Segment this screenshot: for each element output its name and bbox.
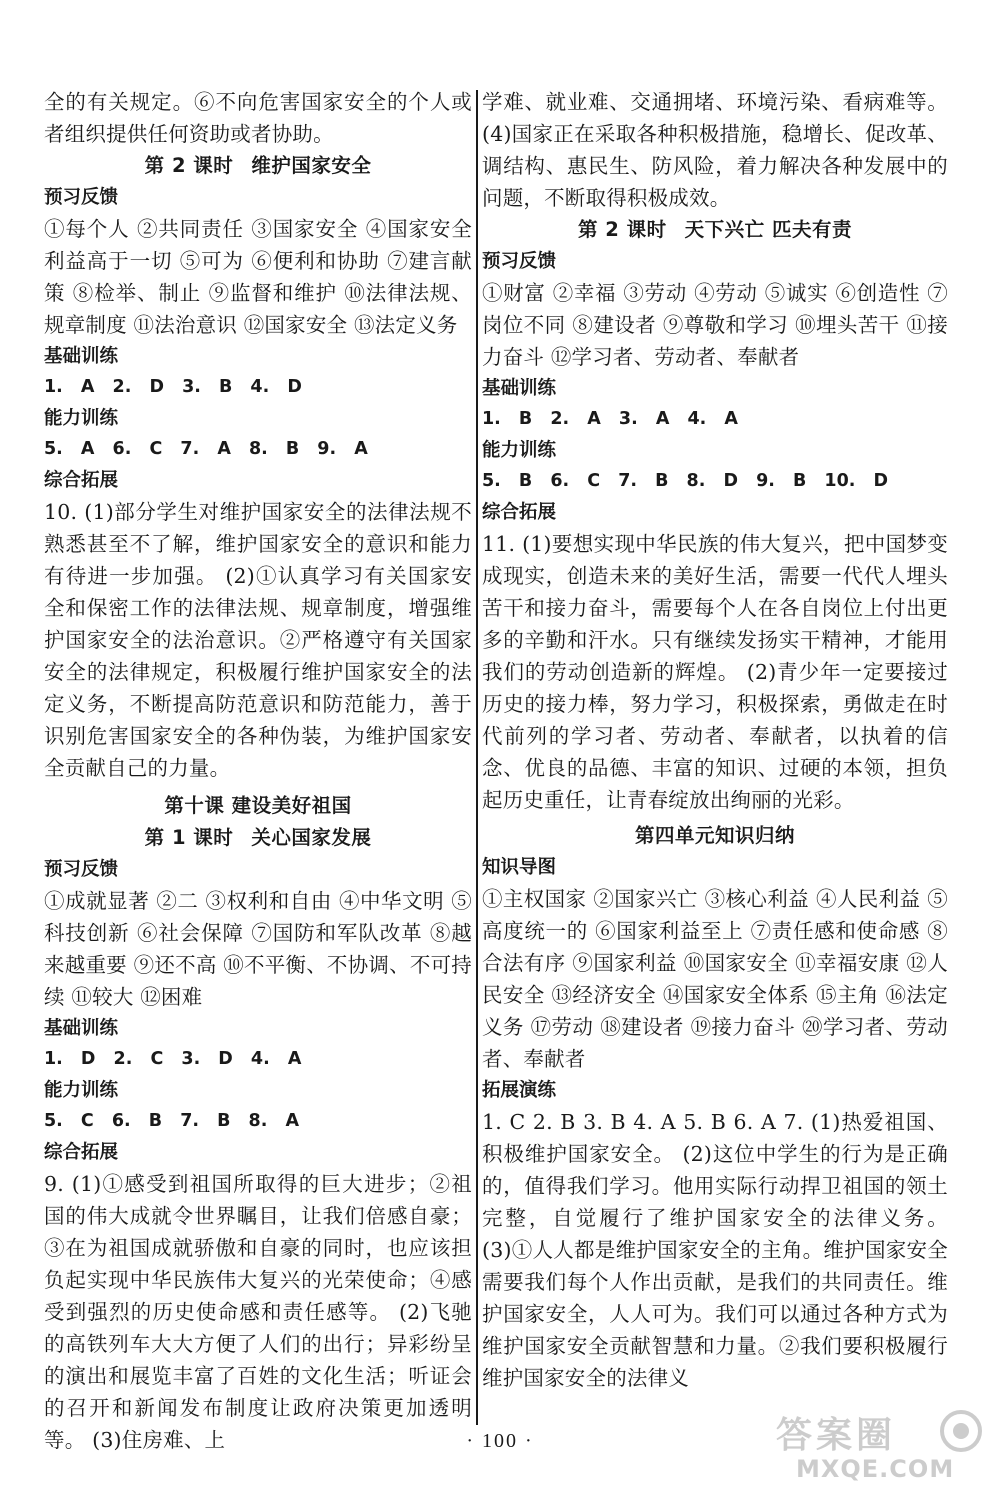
lesson-title: 关心国家发展 <box>251 826 372 849</box>
comprehensive-answer: 10. (1)部分学生对维护国家安全的法律法规不熟悉甚至不了解，维护国家安全的意识和能力有待进一步加强。 (2)①认真学习有关国家安全和保密工作的法律法规、规章制度，增强维护国家安全的法治意识。②严格遵守有关国家安全的法律规定，积极履行维护国家安全的法定义务，不断提高防范意识和防范能力，善于识别危害国家安全的各种伪装，为维护国家安全贡献自己的力量。 <box>44 500 472 780</box>
site-watermark <box>756 1407 986 1485</box>
lesson-title: 天下兴亡 匹夫有责 <box>684 218 852 241</box>
basic-training-answers: 1. A 2. D 3. B 4. D <box>44 377 302 397</box>
watermark-bottom-text: MXQE.COM <box>796 1455 955 1483</box>
basic-training-answers: 1. B 2. A 3. A 4. A <box>482 409 738 429</box>
section-heading: 能力训练 <box>44 408 119 429</box>
comprehensive-answer: 11. (1)要想实现中华民族的伟大复兴，把中国梦变成现实，创造未来的美好生活，需要一代代人埋头苦干和接力奋斗，需要每个人在各自岗位上付出更多的辛勤和汗水。只有继续发扬实干精神，才能用我们的劳动创造新的辉煌。 (2)青少年一定要接过历史的接力棒，努力学习，积极探索，勇做走在时代前列的学习者、劳动者、奉献者，以执着的信念、优良的品德、丰富的知识、过硬的本领，担负起历史重任，让青春绽放出绚丽的光彩。 <box>482 532 948 812</box>
page-number: · 100 · <box>466 1430 534 1452</box>
ability-training-answers: 5. C 6. B 7. B 8. A <box>44 1111 300 1131</box>
lesson-heading-build-homeland: 第十课 建设美好祖国 <box>164 794 352 817</box>
watermark-top-text: 答案圈 <box>776 1415 897 1456</box>
lesson-number: 第 2 课时 <box>144 154 234 177</box>
section-heading: 基础训练 <box>44 1018 119 1039</box>
preview-answers: ①成就显著 ②二 ③权利和自由 ④中华文明 ⑤科技创新 ⑥社会保障 ⑦国防和军队改革 ⑧越来越重要 ⑨还不高 ⑩不平衡、不协调、不可持续 ⑪较大 ⑫困难 <box>44 889 472 1009</box>
right-intro-text: 学难、就业难、交通拥堵、环境污染、看病难等。 (4)国家正在采取各种积极措施，稳增长、促改革、调结构、惠民生、防风险，着力解决各种发展中的问题，不断取得积极成效。 <box>482 90 948 210</box>
left-column <box>44 86 472 1456</box>
section-heading: 综合拓展 <box>482 502 557 523</box>
section-heading: 预习反馈 <box>44 187 119 208</box>
section-heading: 基础训练 <box>482 378 557 399</box>
lesson-heading-maintain-security <box>44 150 472 182</box>
lesson-title: 维护国家安全 <box>251 154 372 177</box>
section-heading: 基础训练 <box>44 346 119 367</box>
section-heading: 综合拓展 <box>44 470 119 491</box>
lesson-number: 第 2 课时 <box>578 218 667 241</box>
ability-training-answers: 5. B 6. C 7. B 8. D 9. B 10. D <box>482 471 889 491</box>
preview-answers: ①每个人 ②共同责任 ③国家安全 ④国家安全利益高于一切 ⑤可为 ⑥便利和协助 ⑦建言献策 ⑧检举、制止 ⑨监督和维护 ⑩法律法规、规章制度 ⑪法治意识 ⑫国家安全 ⑬法定义务 <box>44 217 472 337</box>
unit-summary-heading: 第四单元知识归纳 <box>634 824 795 847</box>
lesson-heading-everyone-responsible <box>482 214 948 246</box>
section-heading: 预习反馈 <box>44 859 119 880</box>
lesson-number: 第 1 课时 <box>144 826 234 849</box>
extension-practice-answers: 1. C 2. B 3. B 4. A 5. B 6. A 7. (1)热爱祖国、积极维护国家安全。 (2)这位中学生的行为是正确的，值得我们学习。他用实际行动捍卫祖国的领土完整，自觉履行了维护国家安全的法律义务。 (3)①人人都是维护国家安全的主角。维护国家安全需要我们每个人作出贡献，是我们的共同责任。维护国家安全，人人可为。我们可以通过各种方式为维护国家安全贡献智慧和力量。②我们要积极履行维护国家安全的法律义 <box>482 1110 948 1390</box>
section-heading: 能力训练 <box>482 440 557 461</box>
basic-training-answers: 1. D 2. C 3. D 4. A <box>44 1049 302 1069</box>
section-heading: 预习反馈 <box>482 251 557 272</box>
section-heading: 综合拓展 <box>44 1142 119 1163</box>
right-column <box>482 86 948 1394</box>
left-intro-text: 全的有关规定。⑥不向危害国家安全的个人或者组织提供任何资助或者协助。 <box>44 90 472 146</box>
preview-answers: ①财富 ②幸福 ③劳动 ④劳动 ⑤诚实 ⑥创造性 ⑦岗位不同 ⑧建设者 ⑨尊敬和学习 ⑩埋头苦干 ⑪接力奋斗 ⑫学习者、劳动者、奉献者 <box>482 281 948 369</box>
section-heading: 能力训练 <box>44 1080 119 1101</box>
ability-training-answers: 5. A 6. C 7. A 8. B 9. A <box>44 439 368 459</box>
section-heading: 知识导图 <box>482 857 557 878</box>
knowledge-map-answers: ①主权国家 ②国家兴亡 ③核心利益 ④人民利益 ⑤高度统一的 ⑥国家利益至上 ⑦责任感和使命感 ⑧合法有序 ⑨国家利益 ⑩国家安全 ⑪幸福安康 ⑫人民安全 ⑬经济安全 ⑭国家安全体系 ⑮主角 ⑯法定义务 ⑰劳动 ⑱建设者 ⑲接力奋斗 ⑳学习者、劳动者、奉献者 <box>482 887 948 1071</box>
lesson-heading-care-development <box>44 822 472 854</box>
comprehensive-answer: 9. (1)①感受到祖国所取得的巨大进步；②祖国的伟大成就令世界瞩目，让我们倍感自豪；③在为祖国成就骄傲和自豪的同时，也应该担负起实现中华民族伟大复兴的光荣使命；④感受到强烈的历史使命感和责任感等。 (2)飞驰的高铁列车大大方便了人们的出行；异彩纷呈的演出和展览丰富了百姓的文化生活；听证会的召开和新闻发布制度让政府决策更加透明等。 (3)住房难、上 <box>44 1172 472 1452</box>
section-heading: 拓展演练 <box>482 1080 557 1101</box>
column-divider <box>476 90 478 1425</box>
